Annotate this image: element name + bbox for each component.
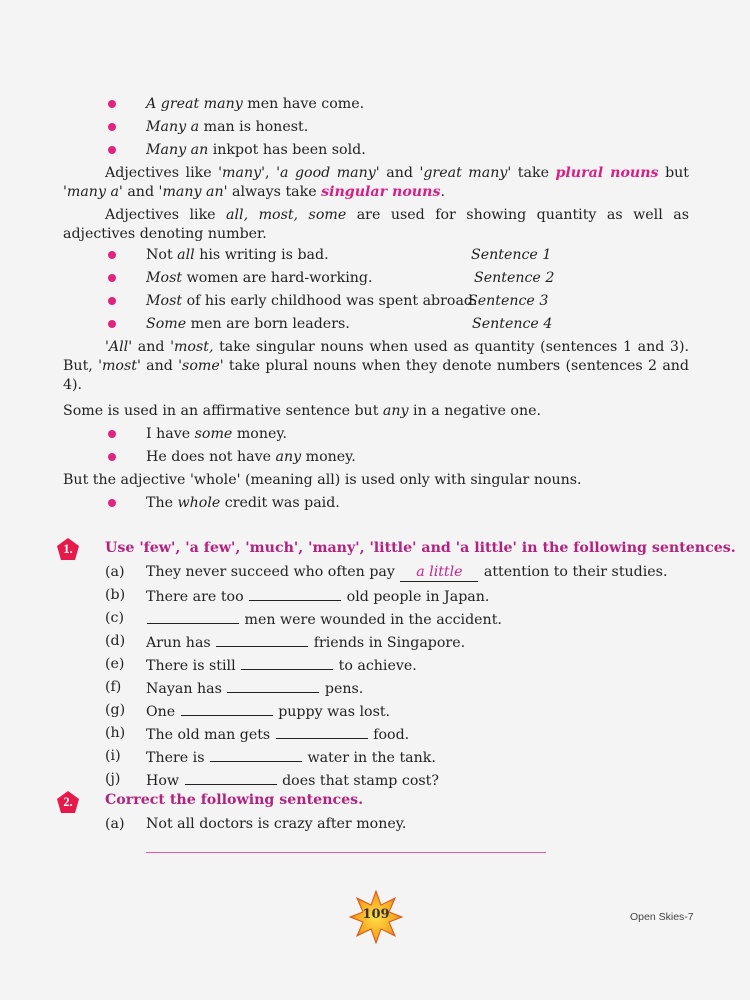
whole-example: The whole credit was paid. bbox=[146, 495, 340, 511]
some-any-note: Some is used in an affirmative sentence but any in a negative one. bbox=[63, 403, 542, 419]
bullet-icon bbox=[108, 100, 116, 108]
bullet-icon bbox=[108, 251, 116, 259]
page-number-star bbox=[349, 890, 403, 944]
answer-blank[interactable] bbox=[249, 586, 341, 601]
bullet-icon bbox=[108, 430, 116, 438]
answer-blank[interactable] bbox=[216, 632, 308, 647]
exercise-item: men were wounded in the accident. bbox=[146, 609, 502, 629]
answer-blank[interactable] bbox=[227, 678, 319, 693]
bullet-icon bbox=[108, 453, 116, 461]
item-label: (i) bbox=[105, 748, 121, 764]
answer-blank[interactable] bbox=[210, 747, 302, 762]
bullet-icon bbox=[108, 274, 116, 282]
any-example: He does not have any money. bbox=[146, 449, 356, 465]
exercise-item: How does that stamp cost? bbox=[146, 770, 439, 790]
exercise-item: One puppy was lost. bbox=[146, 701, 390, 721]
sentence-text: Some men are born leaders. bbox=[146, 316, 350, 332]
bullet-icon bbox=[108, 123, 116, 131]
answer-blank[interactable] bbox=[181, 701, 273, 716]
sentence-text: Not all his writing is bad. bbox=[146, 247, 329, 263]
exercise-number-badge: 2. bbox=[56, 790, 80, 814]
item-label: (e) bbox=[105, 656, 125, 672]
exercise-item: Nayan has pens. bbox=[146, 678, 363, 698]
item-label: (d) bbox=[105, 633, 126, 649]
sentence-text: Most women are hard-working. bbox=[146, 270, 373, 286]
example-1: A great many men have come. bbox=[146, 96, 365, 112]
whole-note: But the adjective 'whole' (meaning all) is used only with singular nouns. bbox=[63, 472, 582, 488]
page-number: 109 bbox=[362, 907, 390, 922]
answer-blank[interactable] bbox=[276, 724, 368, 739]
exercise-item: They never succeed who often pay a little attention to their studies. bbox=[146, 564, 668, 580]
sentence-tag: Sentence 2 bbox=[474, 270, 555, 286]
answer-blank[interactable] bbox=[185, 770, 277, 785]
paragraph-plural-singular: Adjectives like 'many', 'a good many' and 'great many' take plural nouns but 'many a' and 'many an' always take singular nouns. bbox=[63, 165, 689, 200]
book-title: Open Skies-7 bbox=[630, 911, 694, 923]
bullet-icon bbox=[108, 297, 116, 305]
sentence-tag: Sentence 4 bbox=[472, 316, 553, 332]
exercise-number-badge: 1. bbox=[56, 537, 80, 561]
answer-blank[interactable] bbox=[147, 609, 239, 624]
answer-blank[interactable]: a little bbox=[400, 563, 478, 582]
exercise-item: Arun has friends in Singapore. bbox=[146, 632, 465, 652]
answer-line[interactable] bbox=[146, 852, 546, 853]
answer-blank[interactable] bbox=[241, 655, 333, 670]
bullet-icon bbox=[108, 146, 116, 154]
item-label: (a) bbox=[105, 564, 125, 580]
sentence-text: Most of his early childhood was spent abroad. bbox=[146, 293, 478, 309]
example-2: Many a man is honest. bbox=[146, 119, 309, 135]
bullet-icon bbox=[108, 499, 116, 507]
item-label: (h) bbox=[105, 725, 126, 741]
bullet-icon bbox=[108, 320, 116, 328]
item-label: (g) bbox=[105, 702, 126, 718]
exercise-item: There are too old people in Japan. bbox=[146, 586, 489, 606]
item-label: (b) bbox=[105, 587, 126, 603]
exercise-2-heading: Correct the following sentences. bbox=[105, 792, 364, 808]
example-3: Many an inkpot has been sold. bbox=[146, 142, 366, 158]
paragraph-all-most: 'All' and 'most, take singular nouns when used as quantity (sentences 1 and 3). But, 'most' and 'some' take plural nouns when they denote numbers (sentences 2 and 4). bbox=[63, 339, 689, 393]
item-label: (a) bbox=[105, 816, 125, 832]
some-example: I have some money. bbox=[146, 426, 287, 442]
item-label: (j) bbox=[105, 771, 121, 787]
exercise-1-heading: Use 'few', 'a few', 'much', 'many', 'little' and 'a little' in the following sentences. bbox=[105, 540, 736, 556]
sentence-tag: Sentence 1 bbox=[471, 247, 552, 263]
sentence-tag: Sentence 3 bbox=[468, 293, 549, 309]
paragraph-quantity: Adjectives like all, most, some are used for showing quantity as well as adjectives denoting number. bbox=[63, 207, 689, 242]
exercise-item: There is still to achieve. bbox=[146, 655, 417, 675]
exercise-2-item: Not all doctors is crazy after money. bbox=[146, 816, 407, 832]
exercise-item: There is water in the tank. bbox=[146, 747, 436, 767]
exercise-item: The old man gets food. bbox=[146, 724, 409, 744]
item-label: (f) bbox=[105, 679, 122, 695]
item-label: (c) bbox=[105, 610, 125, 626]
